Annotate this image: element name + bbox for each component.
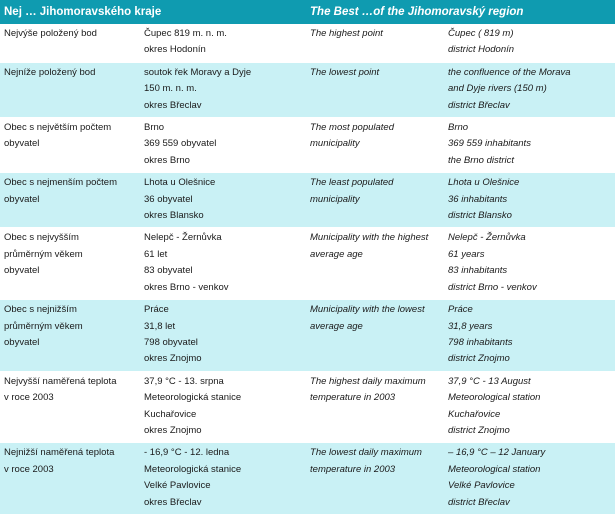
cell-line: průměrným věkem	[4, 320, 83, 332]
cell-line: 37,9 °C - 13 August	[448, 375, 531, 387]
label-cell	[0, 62, 140, 117]
en-cell	[444, 24, 615, 62]
cell-line: Municipality with the highest	[310, 232, 429, 244]
cell-line: Obec s nejnižším	[4, 304, 77, 316]
cell-line: Čupec ( 819 m)	[448, 28, 514, 39]
en-label-cell	[306, 24, 444, 62]
en-label-cell	[306, 118, 444, 173]
cell-line: okres Břeclav	[144, 496, 202, 508]
cell-line: temperature in 2003	[310, 463, 396, 475]
cell-line: district Znojmo	[448, 424, 510, 436]
cell-line: Čupec 819 m. n. m.	[144, 28, 227, 39]
table-row	[0, 371, 615, 443]
cell-line: okres Znojmo	[144, 424, 202, 436]
cell-line: district Břeclav	[448, 99, 510, 111]
cell-line: okres Blansko	[144, 210, 204, 222]
cell-line: Kuchařovice	[144, 408, 197, 420]
en-label-cell	[306, 228, 444, 300]
cell-line: 369 559 inhabitants	[448, 138, 531, 150]
label-cell	[0, 173, 140, 228]
label-cell	[0, 443, 140, 515]
table-row	[0, 62, 615, 117]
en-label-cell	[306, 300, 444, 372]
cz-cell	[140, 62, 306, 117]
cell-line: v roce 2003	[4, 392, 54, 404]
cell-line: Meteorologická stanice	[144, 463, 242, 475]
cell-line: 83 inhabitants	[448, 265, 508, 277]
en-label-cell	[306, 371, 444, 443]
cell-line: district Blansko	[448, 210, 512, 222]
en-cell	[444, 173, 615, 228]
cell-line: Nejnižší naměřená teplota	[4, 447, 115, 459]
cell-line: Lhota u Olešnice	[448, 177, 520, 189]
cell-line: Meteorologická stanice	[144, 392, 242, 404]
cell-line: obyvatel	[4, 265, 40, 277]
en-cell	[444, 371, 615, 443]
cz-cell	[140, 228, 306, 300]
cell-line: municipality	[310, 138, 360, 150]
cell-line: Brno	[448, 122, 469, 134]
cell-line: 798 obyvatel	[144, 336, 198, 348]
cell-line: the confluence of the Morava	[448, 66, 571, 78]
cell-line: okres Břeclav	[144, 99, 202, 111]
cell-line: Kuchařovice	[448, 408, 501, 420]
cell-line: Municipality with the lowest	[310, 304, 425, 316]
cell-line: Práce	[448, 304, 473, 316]
cell-line: 36 obyvatel	[144, 193, 193, 205]
cell-line: The lowest point	[310, 66, 380, 78]
table-row	[0, 118, 615, 173]
cz-cell	[140, 443, 306, 515]
en-label-cell	[306, 173, 444, 228]
label-cell	[0, 24, 140, 62]
cell-line: average age	[310, 320, 363, 332]
cell-line: 150 m. n. m.	[144, 83, 197, 95]
label-cell	[0, 371, 140, 443]
cell-line: municipality	[310, 193, 360, 205]
cell-line: v roce 2003	[4, 463, 54, 475]
header-en: The Best …of the Jihomoravský region	[306, 0, 615, 24]
header-row	[0, 0, 615, 24]
label-cell	[0, 118, 140, 173]
table-row	[0, 300, 615, 372]
cell-line: temperature in 2003	[310, 392, 396, 404]
en-cell	[444, 62, 615, 117]
cell-line: Nejvyšší naměřená teplota	[4, 375, 117, 387]
en-cell	[444, 300, 615, 372]
cell-line: The highest point	[310, 28, 383, 39]
cell-line: district Břeclav	[448, 496, 510, 508]
cell-line: The least populated	[310, 177, 394, 189]
cell-line: Meteorological station	[448, 463, 541, 475]
cell-line: and Dyje rivers (150 m)	[448, 83, 547, 95]
cell-line: Meteorological station	[448, 392, 541, 404]
cell-line: district Hodonín	[448, 44, 515, 56]
en-cell	[444, 228, 615, 300]
en-cell	[444, 443, 615, 515]
cell-line: Práce	[144, 304, 169, 316]
cz-cell	[140, 300, 306, 372]
cell-line: Brno	[144, 122, 165, 134]
en-label-cell	[306, 443, 444, 515]
table-row	[0, 228, 615, 300]
en-cell	[444, 118, 615, 173]
cell-line: soutok řek Moravy a Dyje	[144, 66, 252, 78]
cell-line: Nelepč - Žernůvka	[448, 232, 526, 244]
cell-line: - 16,9 °C - 12. ledna	[144, 447, 230, 459]
cell-line: district Brno - venkov	[448, 281, 537, 293]
cell-line: průměrným věkem	[4, 248, 83, 260]
cell-line: Nejníže položený bod	[4, 66, 96, 78]
cell-line: The highest daily maximum	[310, 375, 426, 387]
cell-line: the Brno district	[448, 154, 515, 166]
cz-cell	[140, 173, 306, 228]
cell-line: Nelepč - Žernůvka	[144, 232, 222, 244]
cell-line: 798 inhabitants	[448, 336, 513, 348]
table-body	[0, 24, 615, 514]
cell-line: okres Brno	[144, 154, 190, 166]
cell-line: The lowest daily maximum	[310, 447, 422, 459]
cell-line: Obec s největším počtem	[4, 122, 112, 134]
cell-line: Obec s nejvyšším	[4, 232, 79, 244]
table-row	[0, 443, 615, 515]
cell-line: 31,8 years	[448, 320, 493, 332]
header-cz: Nej … Jihomoravského kraje	[0, 0, 306, 24]
cell-line: The most populated	[310, 122, 394, 134]
cz-cell	[140, 24, 306, 62]
cell-line: 31,8 let	[144, 320, 176, 332]
cell-line: 36 inhabitants	[448, 193, 508, 205]
cell-line: average age	[310, 248, 363, 260]
cell-line: 37,9 °C - 13. srpna	[144, 375, 224, 387]
cell-line: okres Brno - venkov	[144, 281, 229, 293]
en-label-cell	[306, 62, 444, 117]
cell-line: obyvatel	[4, 138, 40, 150]
cell-line: 61 years	[448, 248, 485, 260]
cell-line: 83 obyvatel	[144, 265, 193, 277]
cz-cell	[140, 118, 306, 173]
cell-line: Lhota u Olešnice	[144, 177, 216, 189]
cell-line: okres Znojmo	[144, 353, 202, 365]
cz-cell	[140, 371, 306, 443]
cell-line: 61 let	[144, 248, 168, 260]
cell-line: obyvatel	[4, 336, 40, 348]
label-cell	[0, 300, 140, 372]
cell-line: okres Hodonín	[144, 44, 206, 56]
cell-line: Nejvýše položený bod	[4, 28, 97, 39]
table-row	[0, 24, 615, 62]
table-row	[0, 173, 615, 228]
cell-line: district Znojmo	[448, 353, 510, 365]
cell-line: – 16,9 °C – 12 January	[448, 447, 546, 459]
cell-line: 369 559 obyvatel	[144, 138, 217, 150]
cell-line: Velké Pavlovice	[144, 480, 211, 492]
cell-line: Velké Pavlovice	[448, 480, 515, 492]
cell-line: obyvatel	[4, 193, 40, 205]
cell-line: Obec s nejmenším počtem	[4, 177, 117, 189]
label-cell	[0, 228, 140, 300]
